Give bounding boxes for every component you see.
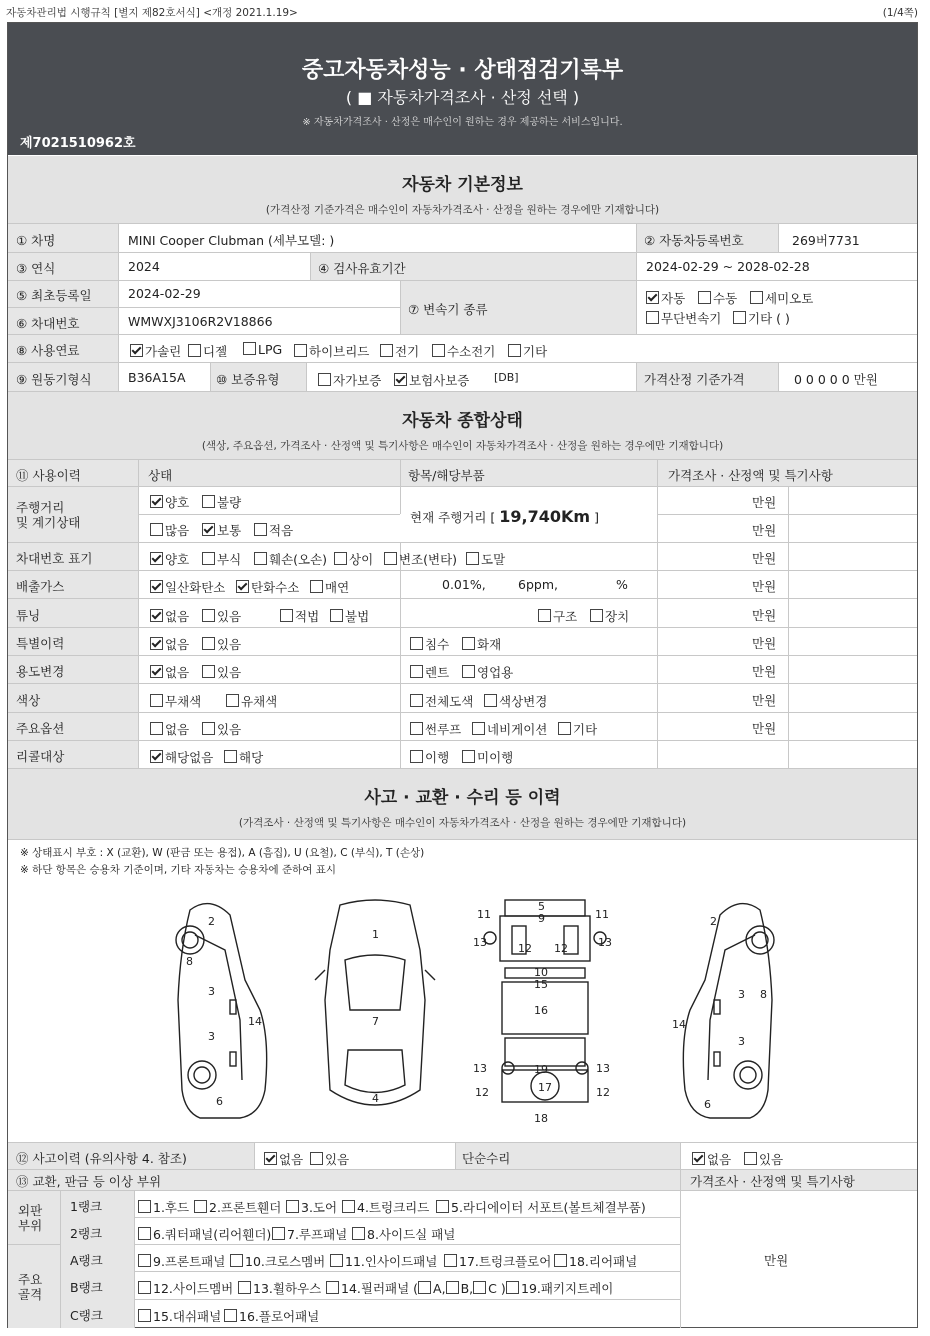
- checkbox[interactable]: [138, 1200, 151, 1213]
- mileage-text: 현재 주행거리 [ 19,740Km ]: [410, 507, 599, 526]
- part-no: 13: [473, 1062, 487, 1075]
- color-price: 만원: [752, 693, 777, 708]
- first-reg-label: ⑤ 최초등록일: [16, 288, 92, 303]
- rankA-label: A랭크: [70, 1253, 103, 1268]
- status-symbol-legend: ※ 상태표시 부호 : X (교환), W (판금 또는 용접), A (흠집), U (요철), C (부식), T (손상): [20, 847, 425, 859]
- rankC-label: C랭크: [70, 1308, 103, 1323]
- checkbox-checked[interactable]: [202, 523, 215, 536]
- checkbox[interactable]: [330, 1254, 343, 1267]
- part-no: 1: [372, 928, 379, 941]
- tuning-none-option[interactable]: 없음: [150, 607, 189, 625]
- mileage-value: 19,740Km: [499, 507, 591, 526]
- checkbox[interactable]: [272, 1227, 285, 1240]
- part-no: 6: [216, 1095, 223, 1108]
- engine-label: ⑨ 원동기형식: [16, 372, 92, 387]
- part-no: 3: [208, 985, 215, 998]
- status-note: (색상, 주요옵션, 가격조사 · 산정액 및 특기사항은 매수인이 자동차가격조사 · 산정을 원하는 경우에만 기재합니다): [201, 440, 724, 452]
- mileage-high-option[interactable]: 많음: [150, 521, 189, 539]
- trans-semiauto-option[interactable]: 세미오토: [750, 289, 813, 307]
- options-yes-option[interactable]: 있음: [202, 720, 241, 738]
- part-rear-panel-option[interactable]: 18.리어패널: [554, 1252, 637, 1270]
- checkbox[interactable]: [436, 1200, 449, 1213]
- model-label: ① 차명: [16, 233, 56, 248]
- vin-mark-altered-option[interactable]: 변조(변타): [384, 550, 457, 568]
- part-no: 11: [595, 908, 609, 921]
- emission-hc-value: 6ppm,: [518, 577, 558, 592]
- warranty-self-option[interactable]: 자가보증: [318, 371, 381, 389]
- checkbox-checked[interactable]: [236, 580, 249, 593]
- options-price: 만원: [752, 721, 777, 736]
- document-number: 제7021510962호: [20, 136, 136, 151]
- title-banner: [8, 23, 917, 155]
- year-label: ③ 연식: [16, 261, 56, 276]
- recall-notdone-option[interactable]: 미이행: [462, 748, 513, 766]
- vin-mark-damage-option[interactable]: 훼손(오손): [254, 550, 327, 568]
- vin-mark-mismatch-option[interactable]: 상이: [334, 550, 373, 568]
- usage-business-option[interactable]: 영업용: [462, 663, 513, 681]
- fuel-other-option[interactable]: 기타: [508, 342, 547, 360]
- emission-co-value: 0.01%,: [442, 577, 486, 592]
- part-no: 9: [538, 912, 545, 925]
- part-no: 3: [738, 988, 745, 1001]
- color-chromatic-option[interactable]: 유채색: [226, 692, 277, 710]
- fuel-hybrid-option[interactable]: 하이브리드: [294, 342, 369, 360]
- part-no: 2: [208, 915, 215, 928]
- part-trunk-floor-option[interactable]: 17.트렁크플로어: [444, 1252, 551, 1270]
- mileage-good-option[interactable]: 양호: [150, 493, 189, 511]
- checkbox[interactable]: [410, 750, 423, 763]
- checkbox[interactable]: [202, 495, 215, 508]
- form-law-reference: 자동차관리법 시행규칙 [별지 제82호서식] <개정 2021.1.19>: [6, 7, 298, 19]
- part-front-fender-option[interactable]: 2.프론트휀더: [194, 1198, 281, 1216]
- checkbox[interactable]: [352, 1227, 365, 1240]
- part-quarter-panel-option[interactable]: 6.쿼터패널(리어휀더): [138, 1225, 271, 1243]
- mileage-bad-option[interactable]: 불량: [202, 493, 241, 511]
- passenger-car-note: ※ 하단 항목은 승용차 기준이며, 기타 자동차는 승용차에 준하여 표시: [20, 864, 337, 876]
- checkbox[interactable]: [446, 1281, 459, 1294]
- part-no: 19: [534, 1063, 548, 1076]
- checkbox[interactable]: [330, 609, 343, 622]
- checkbox[interactable]: [294, 344, 307, 357]
- checkbox[interactable]: [508, 344, 521, 357]
- status-title: 자동차 종합상태: [402, 411, 523, 431]
- recall-label: 리콜대상: [16, 749, 65, 764]
- part-no: 4: [372, 1092, 379, 1105]
- col-usage-history: ⑪ 사용이력: [16, 468, 81, 483]
- col-state: 상태: [148, 468, 173, 483]
- recall-none-option[interactable]: 해당없음: [150, 748, 213, 766]
- tuning-price: 만원: [752, 608, 777, 623]
- part-no: 11: [477, 908, 491, 921]
- part-no: 15: [534, 978, 548, 991]
- part-no: 10: [534, 966, 548, 979]
- checkbox[interactable]: [138, 1281, 151, 1294]
- part-roof-panel-option[interactable]: 7.루프패널: [272, 1225, 347, 1243]
- checkbox[interactable]: [150, 523, 163, 536]
- vin-value: WMWXJ3106R2V18866: [128, 314, 273, 329]
- main-frame-label: 주요 골격: [18, 1272, 43, 1302]
- checkbox[interactable]: [224, 1309, 237, 1322]
- special-none-option[interactable]: 없음: [150, 635, 189, 653]
- service-note: ※ 자동차가격조사 · 산정은 매수인이 원하는 경우 제공하는 서비스입니다.: [302, 117, 623, 128]
- checkbox[interactable]: [254, 552, 267, 565]
- checkbox[interactable]: [188, 344, 201, 357]
- usage-change-label: 용도변경: [16, 664, 65, 679]
- checkbox[interactable]: [466, 552, 479, 565]
- emission-hc-option[interactable]: 탄화수소: [236, 578, 299, 596]
- color-full-paint-option[interactable]: 전체도색: [410, 692, 473, 710]
- part-no: 3: [738, 1035, 745, 1048]
- warranty-db: [DB]: [494, 371, 519, 384]
- part-no: 18: [534, 1112, 548, 1125]
- checkbox[interactable]: [410, 637, 423, 650]
- col-price-note: 가격조사 · 산정액 및 특기사항: [668, 468, 833, 483]
- checkbox[interactable]: [202, 722, 215, 735]
- base-price-value: 0 0 0 0 0 만원: [794, 372, 878, 387]
- usage-rent-option[interactable]: 렌트: [410, 663, 449, 681]
- vin-label: ⑥ 차대번호: [16, 316, 80, 331]
- color-change-option[interactable]: 색상변경: [484, 692, 547, 710]
- part-no: 6: [704, 1098, 711, 1111]
- usage-price: 만원: [752, 664, 777, 679]
- emission-smoke-value: %: [616, 577, 628, 592]
- mileage-label: 주행거리 및 계기상태: [16, 500, 81, 530]
- part-dash-panel-option[interactable]: 15.대쉬패널: [138, 1307, 221, 1325]
- checkbox[interactable]: [646, 311, 659, 324]
- vin-mark-painted-option[interactable]: 도말: [466, 550, 505, 568]
- fuel-label: ⑧ 사용연료: [16, 343, 80, 358]
- vin-mark-label: 차대번호 표기: [16, 551, 93, 566]
- tuning-yes-option[interactable]: 있음: [202, 607, 241, 625]
- accident-header: [8, 769, 917, 839]
- part-no: 16: [534, 1004, 548, 1017]
- options-other-option[interactable]: 기타: [558, 720, 597, 738]
- checkbox-checked[interactable]: [646, 291, 659, 304]
- special-flood-option[interactable]: 침수: [410, 635, 449, 653]
- checkbox[interactable]: [554, 1254, 567, 1267]
- checkbox-checked[interactable]: [692, 1152, 705, 1165]
- checkbox[interactable]: [202, 609, 215, 622]
- rank1-label: 1랭크: [70, 1199, 103, 1214]
- part-no: 12: [596, 1086, 610, 1099]
- checkbox[interactable]: [472, 722, 485, 735]
- special-yes-option[interactable]: 있음: [202, 635, 241, 653]
- mileage-normal-option[interactable]: 보통: [202, 521, 241, 539]
- mileage-price-1: 만원: [752, 495, 777, 510]
- checkbox[interactable]: [286, 1200, 299, 1213]
- tuning-device-option[interactable]: 장치: [590, 607, 629, 625]
- basic-info-title: 자동차 기본정보: [402, 175, 523, 195]
- checkbox[interactable]: [444, 1254, 457, 1267]
- checkbox[interactable]: [280, 609, 293, 622]
- checkbox[interactable]: [310, 1152, 323, 1165]
- mileage-price-2: 만원: [752, 523, 777, 538]
- checkbox[interactable]: [506, 1281, 519, 1294]
- year-value: 2024: [128, 259, 160, 274]
- part-no: 13: [598, 936, 612, 949]
- checkbox[interactable]: [462, 750, 475, 763]
- checkbox[interactable]: [418, 1281, 431, 1294]
- form-title: 중고자동차성능 · 상태점검기록부: [301, 58, 624, 83]
- vin-mark-rust-option[interactable]: 부식: [202, 550, 241, 568]
- part-radiator-support-option[interactable]: 5.라디에이터 서포트(볼트체결부품): [436, 1198, 646, 1216]
- usage-none-option[interactable]: 없음: [150, 663, 189, 681]
- checkbox[interactable]: [484, 694, 497, 707]
- checkbox[interactable]: [326, 1281, 339, 1294]
- checkbox[interactable]: [138, 1254, 151, 1267]
- part-front-panel-option[interactable]: 9.프론트패널: [138, 1252, 225, 1270]
- part-no: 7: [372, 1015, 379, 1028]
- part-no: 13: [596, 1062, 610, 1075]
- checkbox[interactable]: [538, 609, 551, 622]
- inspection-label: ④ 검사유효기간: [318, 261, 406, 276]
- transmission-label: ⑦ 변속기 종류: [408, 302, 488, 317]
- checkbox[interactable]: [462, 637, 475, 650]
- part-no: 14: [248, 1015, 262, 1028]
- checkbox[interactable]: [202, 637, 215, 650]
- trans-auto-option[interactable]: 자동: [646, 289, 685, 307]
- tuning-label: 튜닝: [16, 608, 41, 623]
- usage-yes-option[interactable]: 있음: [202, 663, 241, 681]
- checkbox[interactable]: [473, 1281, 486, 1294]
- checkbox[interactable]: [194, 1200, 207, 1213]
- fuel-electric-option[interactable]: 전기: [380, 342, 419, 360]
- simple-repair-yes-option[interactable]: 있음: [744, 1150, 783, 1168]
- checkbox[interactable]: [410, 722, 423, 735]
- checkbox[interactable]: [698, 291, 711, 304]
- fuel-diesel-option[interactable]: 디젤: [188, 342, 227, 360]
- part-door-option[interactable]: 3.도어: [286, 1198, 337, 1216]
- tuning-structure-option[interactable]: 구조: [538, 607, 577, 625]
- page-number: (1/4쪽): [882, 7, 918, 19]
- checkbox[interactable]: [224, 750, 237, 763]
- accident-history-label: ⑫ 사고이력 (유의사항 4. 참조): [16, 1151, 187, 1166]
- main-options-label: 주요옵션: [16, 721, 65, 736]
- checkbox-checked[interactable]: [150, 750, 163, 763]
- checkbox[interactable]: [226, 694, 239, 707]
- options-navigation-option[interactable]: 네비게이션: [472, 720, 547, 738]
- color-label: 색상: [16, 693, 41, 708]
- recall-yes-option[interactable]: 해당: [224, 748, 263, 766]
- accident-title: 사고 · 교환 · 수리 등 이력: [364, 788, 561, 808]
- model-value: MINI Cooper Clubman (세부모델: ): [128, 233, 335, 248]
- part-package-tray-option[interactable]: 19.패키지트레이: [506, 1279, 613, 1297]
- tuning-legal-option[interactable]: 적법: [280, 607, 319, 625]
- checkbox-checked[interactable]: [150, 580, 163, 593]
- accident-yes-option[interactable]: 있음: [310, 1150, 349, 1168]
- col-item: 항목/해당부품: [408, 468, 485, 483]
- options-none-option[interactable]: 없음: [150, 720, 189, 738]
- checkbox[interactable]: [733, 311, 746, 324]
- checkbox[interactable]: [342, 1200, 355, 1213]
- checkbox[interactable]: [310, 580, 323, 593]
- color-achromatic-option[interactable]: 무채색: [150, 692, 201, 710]
- options-sunroof-option[interactable]: 썬루프: [410, 720, 461, 738]
- vin-mark-good-option[interactable]: 양호: [150, 550, 189, 568]
- accident-none-option[interactable]: 없음: [264, 1150, 303, 1168]
- checkbox-checked[interactable]: [394, 373, 407, 386]
- base-price-label: 가격산정 기준가격: [644, 372, 745, 387]
- simple-repair-label: 단순수리: [462, 1151, 511, 1166]
- accident-note: (가격조사 · 산정액 및 특기사항은 매수인이 자동차가격조사 · 산정을 원하는 경우에만 기재합니다): [238, 817, 687, 829]
- checkbox[interactable]: [238, 1281, 251, 1294]
- fuel-lpg-option[interactable]: LPG: [243, 342, 282, 357]
- car-diagram: [150, 890, 800, 1130]
- part-no: 8: [760, 988, 767, 1001]
- basic-info-note: (가격산정 기준가격은 매수인이 자동차가격조사 · 산정을 원하는 경우에만 기재합니다): [265, 204, 660, 216]
- checkbox-checked[interactable]: [150, 495, 163, 508]
- checkbox[interactable]: [462, 665, 475, 678]
- checkbox[interactable]: [750, 291, 763, 304]
- first-reg-value: 2024-02-29: [128, 286, 201, 301]
- basic-info-header: [8, 156, 917, 223]
- checkbox[interactable]: [230, 1254, 243, 1267]
- checkbox[interactable]: [334, 552, 347, 565]
- checkbox[interactable]: [410, 694, 423, 707]
- checkbox[interactable]: [202, 665, 215, 678]
- exchange-label: ⑬ 교환, 판금 등 이상 부위: [16, 1174, 162, 1189]
- checkbox-checked[interactable]: [150, 665, 163, 678]
- reg-no-label: ② 자동차등록번호: [644, 233, 744, 248]
- checkbox[interactable]: [243, 342, 256, 355]
- part-floor-panel-option[interactable]: 16.플로어패널: [224, 1307, 319, 1325]
- checkbox-checked[interactable]: [150, 637, 163, 650]
- part-inside-panel-option[interactable]: 11.인사이드패널: [330, 1252, 437, 1270]
- part-no: 13: [473, 936, 487, 949]
- checkbox[interactable]: [380, 344, 393, 357]
- part-no: 12: [554, 942, 568, 955]
- checkbox-checked[interactable]: [264, 1152, 277, 1165]
- fuel-gasoline-option[interactable]: 가솔린: [130, 342, 181, 360]
- trans-cvt-option[interactable]: 무단변속기: [646, 309, 721, 327]
- part-trunk-lid-option[interactable]: 4.트렁크리드: [342, 1198, 429, 1216]
- emission-price: 만원: [752, 579, 777, 594]
- status-header: [8, 392, 917, 459]
- fuel-hydrogen-option[interactable]: 수소전기: [432, 342, 495, 360]
- trans-manual-option[interactable]: 수동: [698, 289, 737, 307]
- checkbox-checked[interactable]: [150, 609, 163, 622]
- reg-no-value: 269버7731: [792, 233, 860, 248]
- checkbox[interactable]: [150, 694, 163, 707]
- checkbox-checked[interactable]: [150, 552, 163, 565]
- part-cross-member-option[interactable]: 10.크로스멤버: [230, 1252, 325, 1270]
- checkbox[interactable]: [384, 552, 397, 565]
- warranty-insurer-option[interactable]: 보험사보증: [394, 371, 469, 389]
- trans-other-option[interactable]: 기타 ( ): [733, 309, 790, 327]
- exchange-price-value: 만원: [764, 1253, 789, 1268]
- part-no: 17: [538, 1081, 552, 1094]
- special-price: 만원: [752, 636, 777, 651]
- checkbox[interactable]: [432, 344, 445, 357]
- part-no: 8: [186, 955, 193, 968]
- special-fire-option[interactable]: 화재: [462, 635, 501, 653]
- emission-co-option[interactable]: 일산화탄소: [150, 578, 225, 596]
- part-wheel-house-option[interactable]: 13.휠하우스: [238, 1279, 321, 1297]
- rankB-label: B랭크: [70, 1280, 103, 1295]
- part-no: 12: [518, 942, 532, 955]
- exchange-price-label: 가격조사 · 산정액 및 특기사항: [690, 1174, 855, 1189]
- emission-label: 배출가스: [16, 579, 65, 594]
- inspection-value: 2024-02-29 ~ 2028-02-28: [646, 259, 810, 274]
- part-no: 3: [208, 1030, 215, 1043]
- part-no: 12: [475, 1086, 489, 1099]
- part-side-sill-option[interactable]: 8.사이드실 패널: [352, 1225, 455, 1243]
- rank2-label: 2랭크: [70, 1226, 103, 1241]
- price-check-selection: ( ■ 자동차가격조사 · 산정 선택 ): [345, 88, 580, 107]
- part-no: 2: [710, 915, 717, 928]
- part-side-member-option[interactable]: 12.사이드멤버: [138, 1279, 233, 1297]
- checkbox[interactable]: [410, 665, 423, 678]
- simple-repair-none-option[interactable]: 없음: [692, 1150, 731, 1168]
- part-no: 14: [672, 1018, 686, 1031]
- checkbox[interactable]: [150, 722, 163, 735]
- checkbox[interactable]: [202, 552, 215, 565]
- vin-mark-price: 만원: [752, 551, 777, 566]
- checkbox[interactable]: [318, 373, 331, 386]
- special-history-label: 특별이력: [16, 636, 65, 651]
- checkbox[interactable]: [254, 523, 267, 536]
- checkbox-checked[interactable]: [130, 344, 143, 357]
- recall-done-option[interactable]: 이행: [410, 748, 449, 766]
- outer-panel-label: 외판 부위: [18, 1203, 43, 1233]
- part-pillar-panel-option[interactable]: 14.필러패널 ( A, B, C ): [326, 1279, 506, 1297]
- emission-smoke-option[interactable]: 매연: [310, 578, 349, 596]
- part-hood-option[interactable]: 1.후드: [138, 1198, 189, 1216]
- checkbox[interactable]: [744, 1152, 757, 1165]
- tuning-illegal-option[interactable]: 불법: [330, 607, 369, 625]
- checkbox[interactable]: [558, 722, 571, 735]
- checkbox[interactable]: [138, 1309, 151, 1322]
- engine-value: B36A15A: [128, 370, 186, 385]
- mileage-low-option[interactable]: 적음: [254, 521, 293, 539]
- checkbox[interactable]: [138, 1227, 151, 1240]
- part-no: 5: [538, 900, 545, 913]
- checkbox[interactable]: [590, 609, 603, 622]
- warranty-label: ⑩ 보증유형: [216, 372, 280, 387]
